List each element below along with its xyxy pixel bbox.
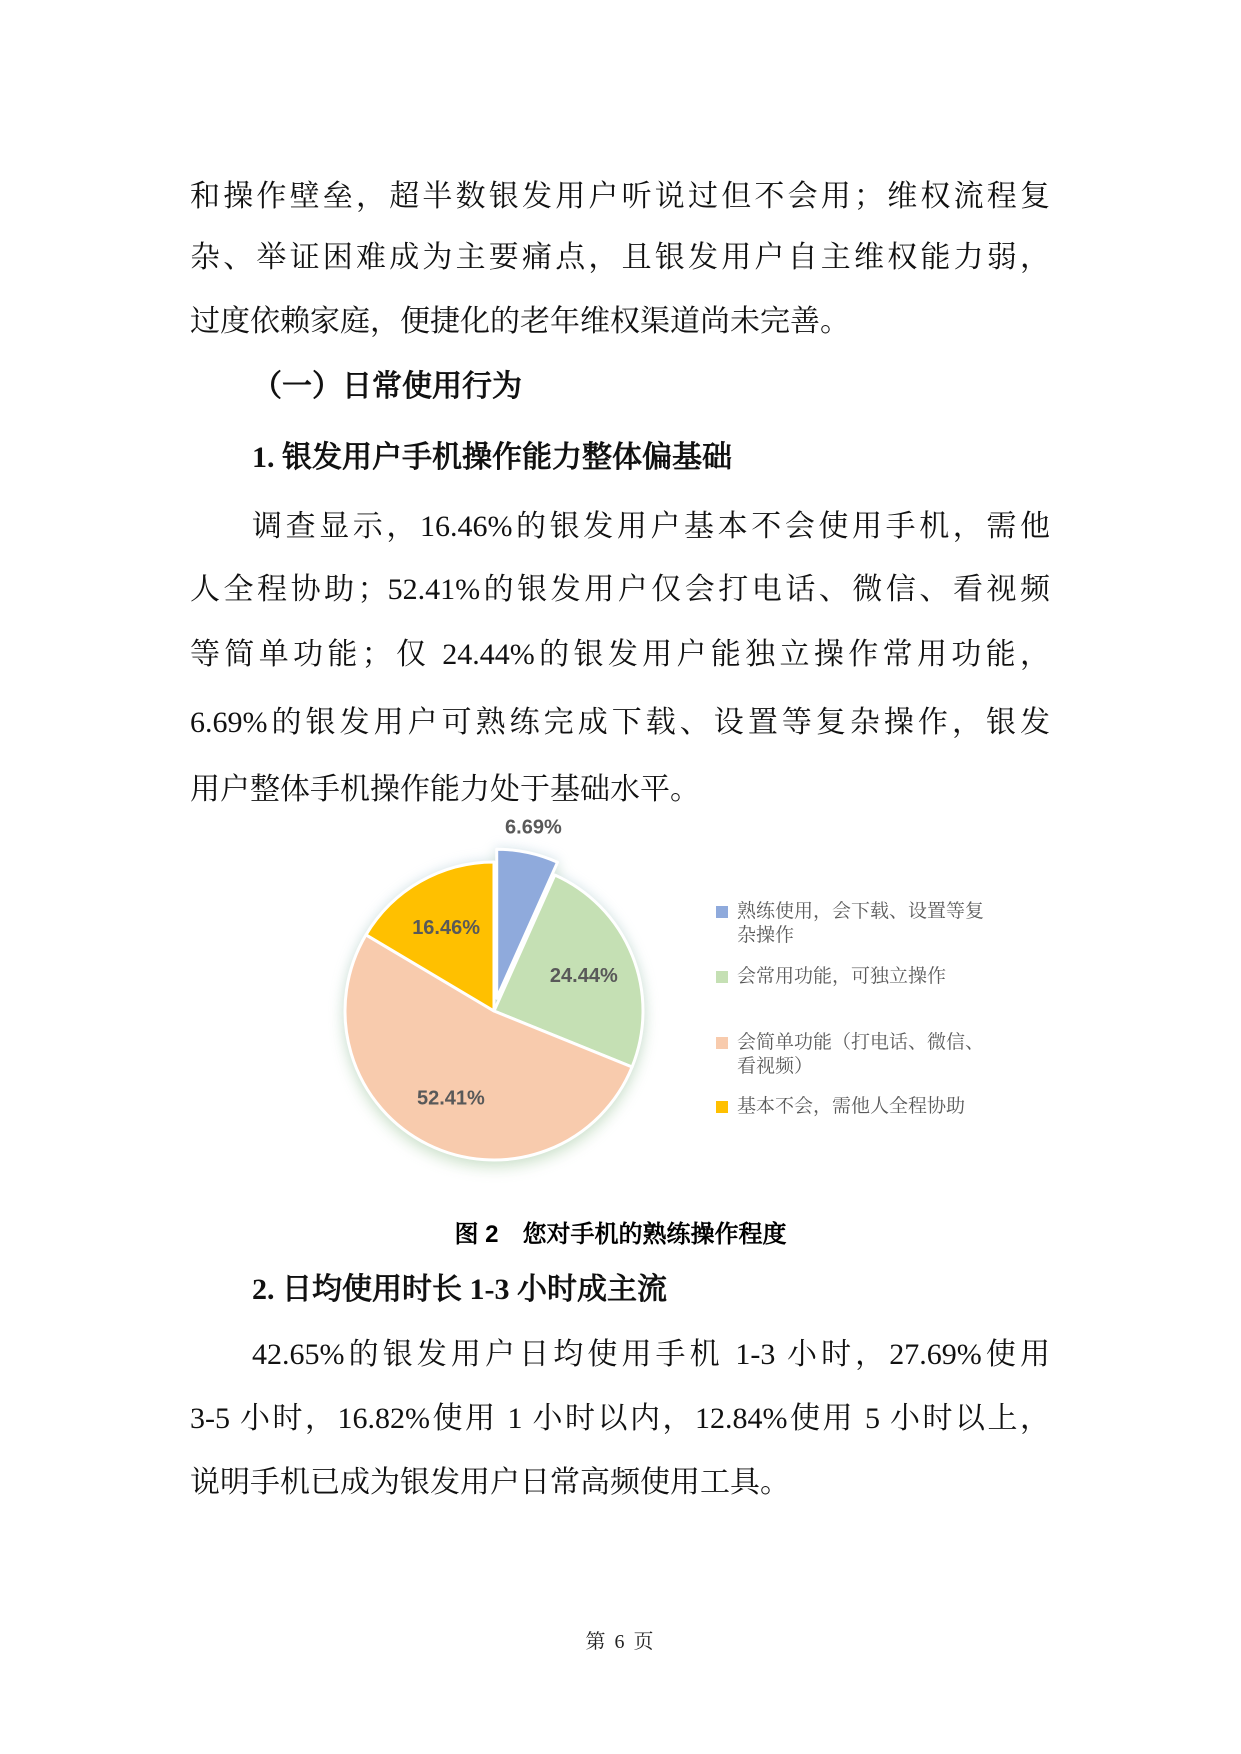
paragraph-line: 6.69%的银发用户可熟练完成下载、设置等复杂操作，银发 — [190, 706, 1050, 739]
paragraph-line: 过度依赖家庭，便捷化的老年维权渠道尚未完善。 — [190, 305, 850, 338]
pie-chart-figure — [280, 815, 1090, 1205]
legend-item — [716, 1031, 1016, 1079]
paragraph-line: 和操作壁垒，超半数银发用户听说过但不会用；维权流程复 — [190, 180, 1050, 213]
legend-label: 会常用功能，可独立操作 — [737, 966, 947, 987]
paragraph-line: 3-5 小时，16.82%使用 1 小时以内，12.84%使用 5 小时以上， — [190, 1402, 1050, 1435]
legend-marker-icon — [716, 1101, 728, 1113]
legend-marker-icon — [716, 1037, 728, 1049]
paragraph-line: 等简单功能；仅 24.44%的银发用户能独立操作常用功能， — [190, 638, 1050, 671]
chart-legend — [716, 815, 1016, 1205]
pie-data-label: 16.46% — [412, 916, 481, 939]
paragraph-line: 人全程协助；52.41%的银发用户仅会打电话、微信、看视频 — [190, 573, 1050, 606]
legend-item — [716, 900, 1016, 948]
legend-item — [716, 1095, 1016, 1119]
legend-label: 熟练使用，会下载、设置等复杂操作 — [737, 901, 985, 946]
paragraph-line: 调查显示，16.46%的银发用户基本不会使用手机，需他 — [252, 510, 1050, 543]
paragraph-line: 用户整体手机操作能力处于基础水平。 — [190, 773, 700, 806]
page-number: 第 6 页 — [585, 1631, 656, 1653]
pie-data-label: 52.41% — [417, 1087, 485, 1110]
pie-data-label: 6.69% — [505, 816, 562, 839]
paragraph-line: 42.65%的银发用户日均使用手机 1-3 小时，27.69%使用 — [252, 1338, 1050, 1371]
paragraph-line: 杂、举证困难成为主要痛点，且银发用户自主维权能力弱， — [190, 241, 1050, 274]
figure-caption: 图 2 您对手机的熟练操作程度 — [454, 1221, 787, 1248]
pie-data-label: 24.44% — [549, 964, 618, 987]
paragraph-line: 说明手机已成为银发用户日常高频使用工具。 — [190, 1466, 790, 1499]
subsection-heading-1: 1. 银发用户手机操作能力整体偏基础 — [252, 441, 732, 474]
legend-marker-icon — [716, 906, 728, 918]
legend-marker-icon — [716, 971, 728, 983]
legend-item — [716, 965, 1016, 989]
legend-label: 会简单功能（打电话、微信、看视频） — [737, 1032, 985, 1077]
section-heading: （一）日常使用行为 — [252, 370, 522, 403]
legend-label: 基本不会，需他人全程协助 — [737, 1096, 966, 1117]
subsection-heading-2: 2. 日均使用时长 1-3 小时成主流 — [252, 1273, 667, 1306]
